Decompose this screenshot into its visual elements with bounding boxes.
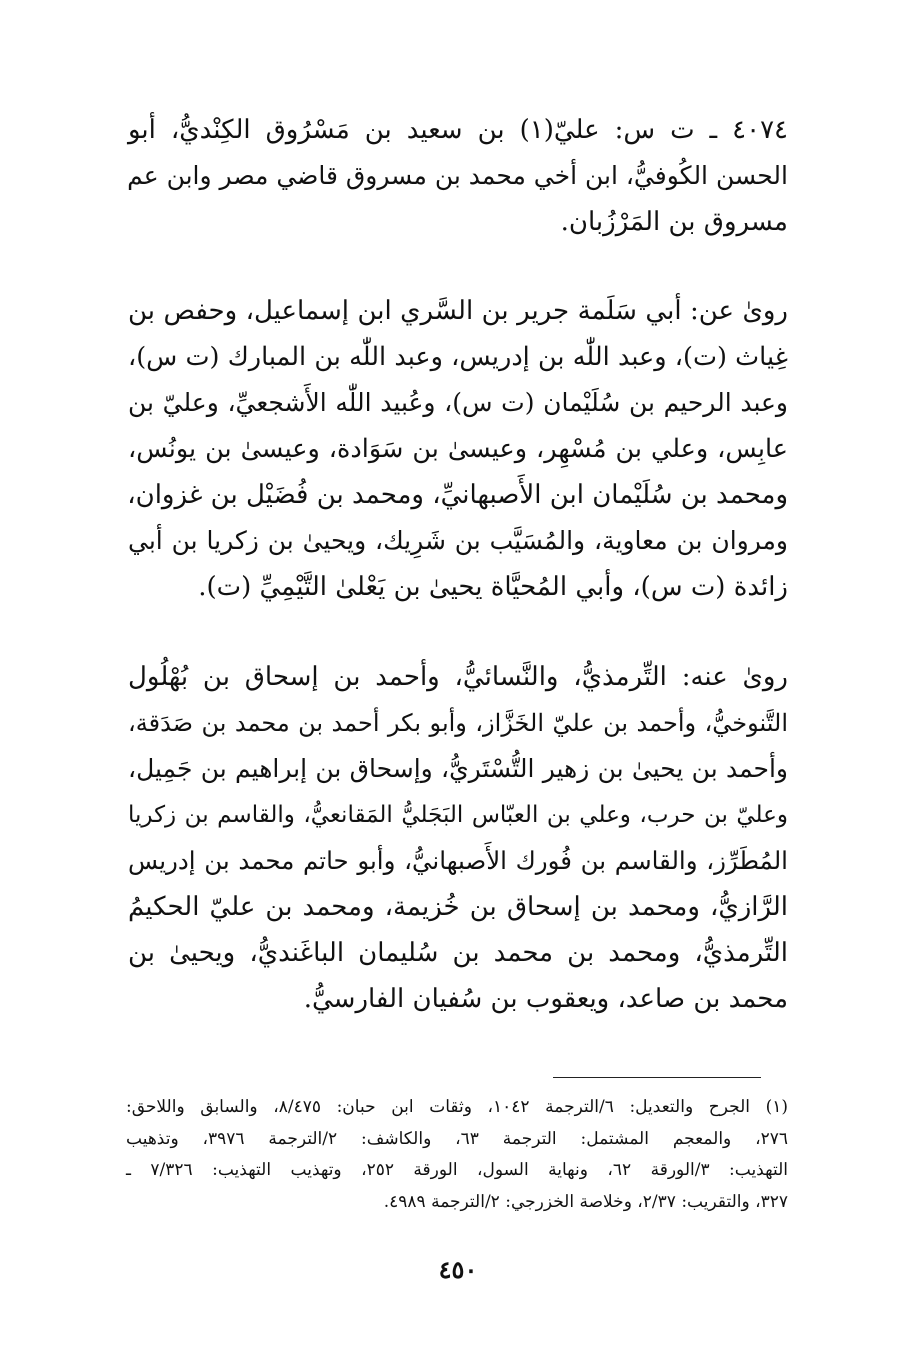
footnote-line: ٣٢٧، والتقريب: ٢/٣٧، وخلاصة الخزرجي: ٢/الترجمة ٤٩٨٩. — [383, 1191, 788, 1212]
text-line: روىٰ عن: أبي سَلَمة جرير بن السَّري ابن إسماعيل، وحفص بن — [128, 296, 788, 326]
text-line: وأحمد بن يحيىٰ بن زهير التُّسْتَريُّ، وإسحاق بن إبراهيم بن جَمِيل، — [128, 754, 788, 783]
text-line: التِّرمذيُّ، ومحمد بن محمد بن سُليمان الباغَنديُّ، ويحيىٰ بن — [128, 938, 788, 968]
page-number: ٤٥٠ — [438, 1255, 478, 1284]
text-line: ٤٠٧٤ ـ ت س: عليّ(١) بن سعيد بن مَسْرُوق الكِنْديُّ، أبو — [128, 115, 789, 145]
narrated-by-paragraph — [128, 654, 788, 1022]
text-line: عابِس، وعلي بن مُسْهِر، وعيسىٰ بن سَوَادة، وعيسىٰ بن يونُس، — [128, 434, 788, 464]
text-line: روىٰ عنه: التِّرمذيُّ، والنَّسائيُّ، وأحمد بن إسحاق بن بُهْلُول — [128, 662, 788, 692]
text-line: محمد بن صاعد، ويعقوب بن سُفيان الفارسيُّ. — [303, 984, 788, 1014]
text-line: المُطَرِّز، والقاسم بن فُورك الأَصبهانيُّ، وأبو حاتم محمد بن إدريس — [128, 846, 788, 875]
text-line: وعليّ بن حرب، وعلي بن العبّاس البَجَليُّ المَقانعيُّ، والقاسم بن زكريا — [128, 802, 788, 828]
footnote-line: ٢٧٦، والمعجم المشتمل: الترجمة ٦٣، والكاشف: ٢/الترجمة ٣٩٧٦، وتذهيب — [126, 1128, 789, 1149]
footnote-line: التهذيب: ٣/الورقة ٦٢، ونهاية السول، الورقة ٢٥٢، وتهذيب التهذيب: ٧/٣٢٦ ـ — [126, 1160, 788, 1180]
text-line: زائدة (ت س)، وأبي المُحيَّاة يحيىٰ بن يَعْلىٰ التَّيْمِيِّ (ت). — [198, 572, 788, 602]
text-line: الرَّازيُّ، ومحمد بن إسحاق بن خُزيمة، ومحمد بن عليّ الحكيمُ — [128, 892, 788, 922]
footnote-separator — [553, 1077, 761, 1078]
text-line: الحسن الكُوفيُّ، ابن أخي محمد بن مسروق قاضي مصر وابن عم — [127, 161, 788, 190]
text-line: مسروق بن المَرْزُبان. — [560, 207, 788, 237]
text-line: ومحمد بن سُلَيْمان ابن الأَصبهانيِّ، ومحمد بن فُضَيْل بن غزوان، — [127, 480, 788, 510]
text-line: ومروان بن معاوية، والمُسَيَّب بن شَرِيك، ويحيىٰ بن زكريا بن أبي — [128, 526, 788, 555]
text-line: وعبد الرحيم بن سُلَيْمان (ت س)، وعُبيد اللّٰه الأَشجعيِّ، وعليّ بن — [128, 388, 788, 417]
narrated-from-paragraph — [128, 288, 788, 610]
footnote — [126, 1092, 788, 1218]
footnote-line: (١) الجرح والتعديل: ٦/الترجمة ١٠٤٢، وثقات ابن حبان: ٨/٤٧٥، والسابق واللاحق: — [126, 1097, 788, 1117]
text-line: غِياث (ت)، وعبد اللّٰه بن إدريس، وعبد اللّٰه بن المبارك (ت س)، — [128, 342, 788, 372]
text-line: التَّنوخيُّ، وأحمد بن عليّ الخَزَّاز، وأبو بكر أحمد بن محمد بن صَدَقة، — [128, 709, 788, 737]
entry-heading — [128, 107, 788, 245]
